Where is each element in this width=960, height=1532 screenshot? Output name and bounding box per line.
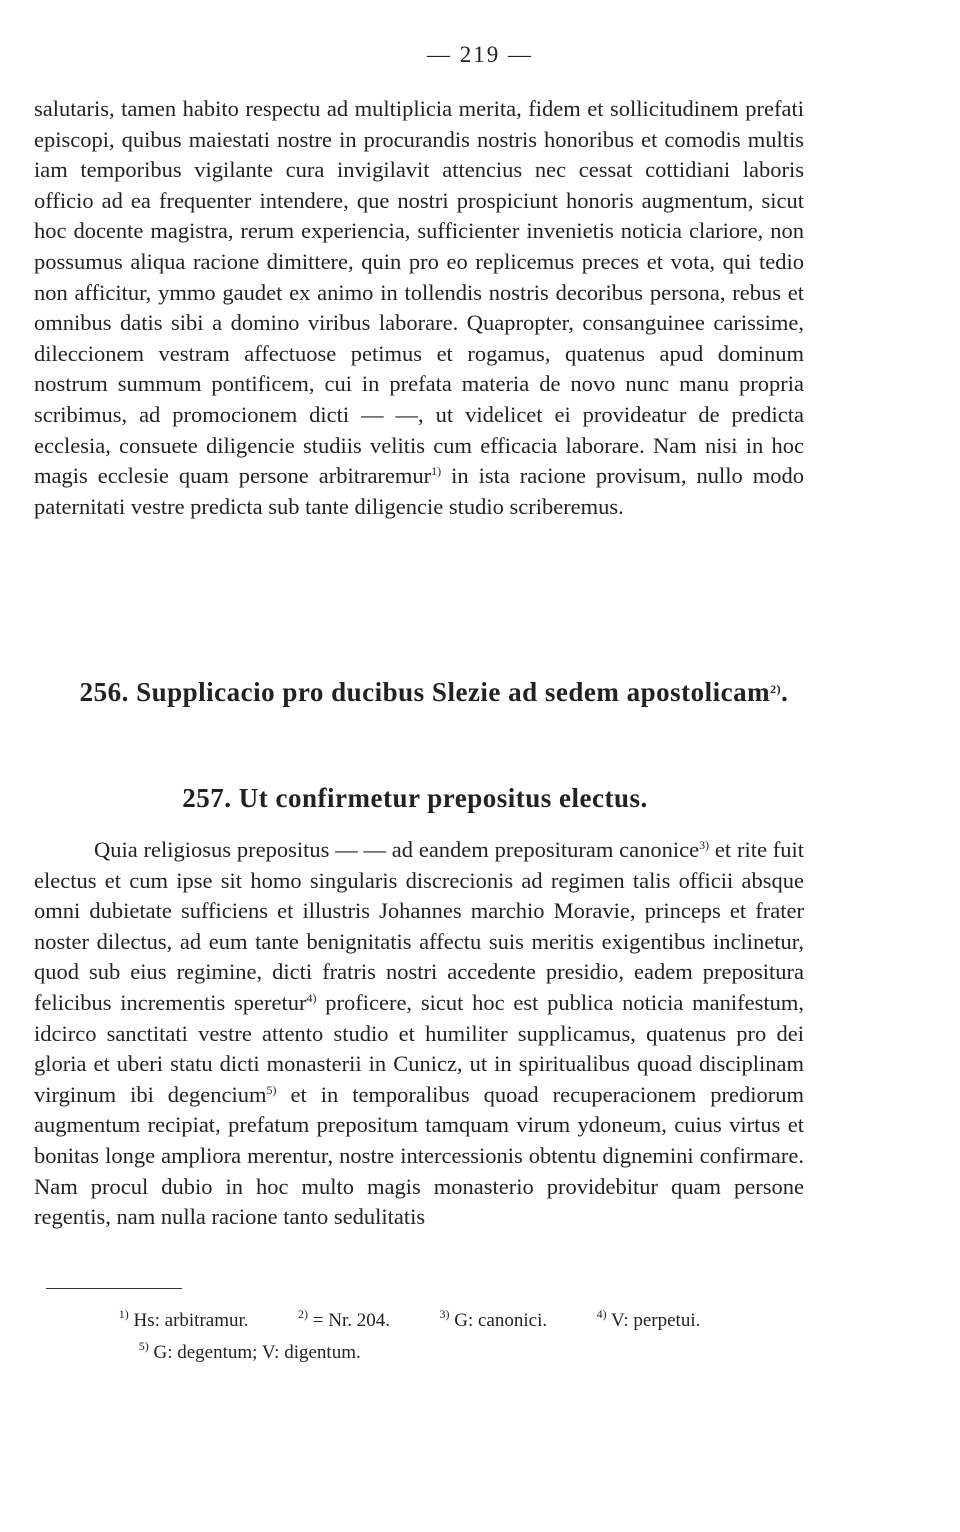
footnote-mark-2: 2) xyxy=(770,682,782,696)
footnote-4: $^{4)}$ V: perpetui. xyxy=(596,1307,701,1331)
footnote-line-1 xyxy=(34,1305,804,1337)
footnote-2: $^{2)}$ = Nr. 204. xyxy=(298,1307,390,1331)
section-heading-256 xyxy=(34,677,834,708)
footnote-divider xyxy=(46,1288,182,1289)
section-heading-257: 257. Ut confirmetur prepositus electus. xyxy=(182,783,648,813)
paragraph-2-part-2: et rite fuit electus et cum ipse sit homo singularis discrecionis ad regimen talis officii absque omni dubietate sufficiens et illustris Johannes marchio Moravie, princeps et frater noster dilectus, ad eum tante benignitatis affectu suis meritis exigentibus inclinetur, quod sub eius regimine, dicti fratris nostri accedente presidio, eadem prepositura felicibus incrementis speretur xyxy=(34,837,804,1015)
paragraph-1-text-end: in ista racione provisum, nullo modo paternitati vestre predicta sub tante diligencie studio scriberemus. xyxy=(34,463,804,519)
footnote-mark-3: 3) xyxy=(699,838,710,852)
paragraph-2-part-4: et in temporalibus quoad recuperacionem prediorum augmentum recipiat, prefatum prepositum tamquam virum ydoneum, cuius virtus et bonitas longe ampliora merentur, nostre intercessionis obtentu dignemini confirmare. Nam procul dubio in hoc multo magis monasterio providebitur quam persone regentis, nam nulla racione tanto sedulitatis xyxy=(34,1081,804,1230)
footnote-1: $^{1)}$ Hs: arbitramur. xyxy=(118,1307,249,1331)
paragraph-2-part-1: Quia religiosus prepositus — — ad eandem preposituram canonice xyxy=(94,837,700,862)
paragraph-1-text: salutaris, tamen habito respectu ad multiplicia merita, fidem et sollicitudinem prefati episcopi, quibus maiestati nostre in procurandis nostris honoribus et comodis multis iam temporibus vigilante cura invigilavit attencius nec cessat cottidiani laboris officio ad ea frequenter intendere, que nostri prospiciunt honoris augmentum, sicut hoc docente magistra, rerum experiencia, sufficienter invenietis noticia clariore, non possumus aliqua racione dimittere, quin pro eo replicemus preces et vota, qui tedio non afficitur, ymmo gaudet ex animo in tollendis nostris decoribus persona, rebus et omnibus datis sibi a domino viribus laborare. Quapropter, consanguinee carissime, dileccionem vestram affectuose petimus et rogamus, quatenus apud dominum nostrum summum pontificem, cui in prefata materia de novo nunc manu propria scribimus, ad promocionem dicti — —, ut videlicet ei provideatur de predicta ecclesia, consuete diligencie studiis velitis cum efficacia laborare. Nam nisi in hoc magis ecclesie quam persone arbitraremur xyxy=(34,96,804,489)
footnote-3: $^{3)}$ G: canonici. xyxy=(439,1307,548,1331)
footnote-line-2 xyxy=(34,1337,804,1369)
heading-256-end: . xyxy=(781,677,789,707)
paragraph-257 xyxy=(34,835,804,1233)
footnote-mark-1: 1) xyxy=(431,464,442,479)
paragraph-2-part-3: proficere, sicut hoc est publica noticia manifestum, idcirco sanctitati vestre attento studio et humiliter supplicamus, quatenus pro dei gloria et uberi statu dicti monasterii in Cunicz, ut in spiritualibus quoad disciplinam virginum ibi degencium xyxy=(34,989,805,1107)
footnote-5: $^{5)}$ G: degentum; V: digentum. xyxy=(138,1339,361,1363)
heading-256-text: 256. Supplicacio pro ducibus Slezie ad sedem apostolicam xyxy=(79,677,771,707)
paragraph-continuation xyxy=(34,94,804,522)
page-number: — 219 — xyxy=(427,42,533,67)
footnote-mark-4: 4) xyxy=(306,990,317,1005)
footnotes xyxy=(34,1305,804,1369)
footnote-mark-5: 5) xyxy=(266,1082,277,1097)
